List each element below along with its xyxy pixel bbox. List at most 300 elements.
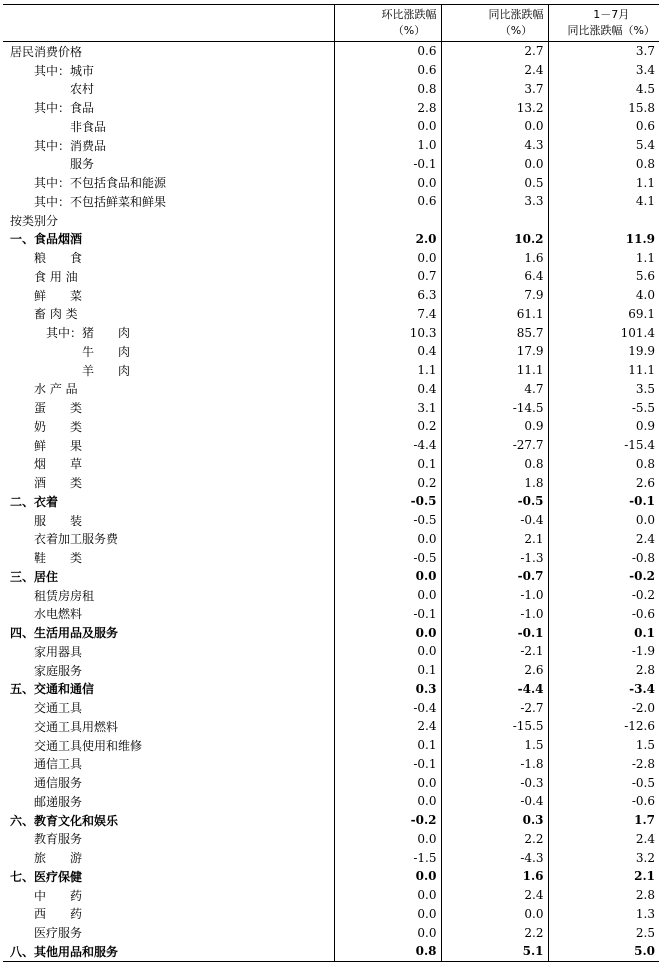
table-row [3, 923, 659, 942]
row-label [3, 698, 334, 717]
cell-mom: 6.3 [334, 286, 441, 305]
cell-mom: -4.4 [334, 436, 441, 455]
row-label [3, 211, 334, 230]
cell-ytd: 4.1 [548, 192, 659, 211]
table-row [3, 342, 659, 361]
cell-ytd: 5.0 [548, 942, 659, 961]
row-label-text: 六、教育文化和娱乐 [10, 813, 119, 828]
cell-yoy: 0.0 [441, 905, 548, 924]
row-label-text: 非食品 [70, 119, 107, 134]
row-label [3, 623, 334, 642]
table-row [3, 717, 659, 736]
row-label [3, 605, 334, 624]
row-label-text: 医疗服务 [34, 926, 83, 941]
table-row [3, 661, 659, 680]
cell-mom: 3.1 [334, 398, 441, 417]
row-label-text: 交通工具使用和维修 [34, 738, 143, 753]
cell-mom: 0.1 [334, 736, 441, 755]
cell-yoy: -1.3 [441, 548, 548, 567]
row-label [3, 136, 334, 155]
row-label [3, 755, 334, 774]
cell-yoy: 2.6 [441, 661, 548, 680]
table-row [3, 830, 659, 849]
cell-mom: -0.5 [334, 511, 441, 530]
header-ytd-line2: 同比涨跌幅（%） [567, 24, 655, 37]
cell-yoy: 3.3 [441, 192, 548, 211]
cell-mom: 0.0 [334, 567, 441, 586]
cell-yoy: -0.1 [441, 623, 548, 642]
row-label [3, 248, 334, 267]
row-label [3, 942, 334, 961]
row-label-text: 七、医疗保健 [10, 869, 83, 884]
table-row [3, 773, 659, 792]
row-label-text: 其中：不包括鲜菜和鲜果 [34, 194, 167, 209]
row-label-text: 通信工具 [34, 757, 83, 772]
cell-mom: 0.3 [334, 680, 441, 699]
cell-yoy: -4.3 [441, 848, 548, 867]
cell-mom: 0.0 [334, 248, 441, 267]
cell-mom: 0.6 [334, 61, 441, 80]
header-ytd-text [568, 7, 655, 39]
row-label-text: 中 药 [34, 888, 83, 903]
cell-ytd: -12.6 [548, 717, 659, 736]
cell-ytd: 15.8 [548, 98, 659, 117]
cell-ytd: 1.7 [548, 811, 659, 830]
row-label [3, 305, 334, 324]
table-row [3, 417, 659, 436]
table-row [3, 436, 659, 455]
cell-yoy: 1.5 [441, 736, 548, 755]
header-mom-line2: （%） [392, 24, 426, 37]
row-label-text: 三、居住 [10, 569, 59, 584]
cell-mom: 0.2 [334, 473, 441, 492]
cell-ytd: 69.1 [548, 305, 659, 324]
row-label [3, 830, 334, 849]
cell-yoy: -14.5 [441, 398, 548, 417]
table-row [3, 380, 659, 399]
row-label-text: 服务 [70, 157, 95, 172]
row-label [3, 642, 334, 661]
row-label-text: 交通工具 [34, 701, 83, 716]
cell-mom: 0.0 [334, 773, 441, 792]
cell-yoy: 85.7 [441, 323, 548, 342]
row-label-text: 居民消费价格 [10, 44, 83, 59]
table-row [3, 492, 659, 511]
cell-mom: 2.8 [334, 98, 441, 117]
header-ytd-line1: 1－7月 [593, 8, 630, 21]
row-label [3, 905, 334, 924]
header-mom [334, 5, 441, 42]
cell-yoy: -4.4 [441, 680, 548, 699]
row-label [3, 192, 334, 211]
cell-ytd: -0.5 [548, 773, 659, 792]
row-label [3, 548, 334, 567]
row-label-text: 羊 肉 [82, 363, 131, 378]
row-label-text: 教育服务 [34, 832, 83, 847]
cell-ytd: 2.4 [548, 530, 659, 549]
cell-ytd: -2.0 [548, 698, 659, 717]
cell-mom: -0.2 [334, 811, 441, 830]
cell-mom: 0.4 [334, 380, 441, 399]
cell-mom: 10.3 [334, 323, 441, 342]
cell-ytd: -1.9 [548, 642, 659, 661]
cell-ytd: 2.8 [548, 886, 659, 905]
cell-yoy: 0.9 [441, 417, 548, 436]
row-label [3, 773, 334, 792]
row-label [3, 361, 334, 380]
cell-ytd: 11.9 [548, 230, 659, 249]
table-row [3, 398, 659, 417]
cell-mom: -0.1 [334, 155, 441, 174]
row-label [3, 117, 334, 136]
row-label-text: 租赁房房租 [34, 588, 95, 603]
cell-mom: 0.0 [334, 830, 441, 849]
header-yoy [441, 5, 548, 42]
cell-mom: 7.4 [334, 305, 441, 324]
row-label-text: 旅 游 [34, 851, 83, 866]
row-label [3, 886, 334, 905]
header-blank-cell [3, 5, 334, 42]
cell-mom: 0.1 [334, 455, 441, 474]
row-label-text: 五、交通和通信 [10, 682, 95, 697]
table-row [3, 61, 659, 80]
row-label-text: 一、食品烟酒 [10, 232, 83, 247]
cell-ytd: 1.1 [548, 173, 659, 192]
row-label-text: 其中：食品 [34, 101, 95, 116]
cell-yoy: 0.0 [441, 155, 548, 174]
cell-mom: 0.4 [334, 342, 441, 361]
cell-yoy: 0.0 [441, 117, 548, 136]
cell-mom: 2.0 [334, 230, 441, 249]
cell-ytd: 11.1 [548, 361, 659, 380]
table-row [3, 755, 659, 774]
cell-mom: 0.0 [334, 905, 441, 924]
cell-mom: 0.6 [334, 192, 441, 211]
cell-yoy: -15.5 [441, 717, 548, 736]
table-row [3, 286, 659, 305]
row-label-text: 西 药 [34, 907, 83, 922]
row-label [3, 267, 334, 286]
cell-mom: 0.0 [334, 530, 441, 549]
table-row [3, 42, 659, 61]
cell-mom: 2.4 [334, 717, 441, 736]
table-row [3, 117, 659, 136]
row-label-text: 蛋 类 [34, 401, 83, 416]
cell-yoy: 3.7 [441, 80, 548, 99]
cell-ytd: -2.8 [548, 755, 659, 774]
row-label [3, 173, 334, 192]
table-row [3, 867, 659, 886]
cell-mom: 1.0 [334, 136, 441, 155]
row-label-text: 八、其他用品和服务 [10, 944, 119, 959]
cell-ytd: 2.4 [548, 830, 659, 849]
row-label [3, 230, 334, 249]
table-row [3, 211, 659, 230]
table-row [3, 792, 659, 811]
cell-yoy: 2.7 [441, 42, 548, 61]
header-ytd [548, 5, 659, 42]
cell-yoy: 13.2 [441, 98, 548, 117]
cell-mom: 0.0 [334, 923, 441, 942]
cell-ytd: -15.4 [548, 436, 659, 455]
table-row [3, 811, 659, 830]
table-row [3, 305, 659, 324]
table-row [3, 698, 659, 717]
cell-mom: 0.8 [334, 942, 441, 961]
row-label [3, 867, 334, 886]
header-row [3, 5, 659, 42]
table-row [3, 173, 659, 192]
cell-yoy: 2.2 [441, 830, 548, 849]
cell-yoy: -27.7 [441, 436, 548, 455]
cell-ytd: 1.3 [548, 905, 659, 924]
row-label-text: 其中：城市 [34, 63, 95, 78]
cell-mom: -1.5 [334, 848, 441, 867]
cell-yoy: 5.1 [441, 942, 548, 961]
cell-yoy: -0.7 [441, 567, 548, 586]
cell-ytd: -0.1 [548, 492, 659, 511]
row-label [3, 455, 334, 474]
cell-mom: 0.8 [334, 80, 441, 99]
cell-mom: -0.1 [334, 605, 441, 624]
cell-yoy: -1.0 [441, 605, 548, 624]
cell-mom: 1.1 [334, 361, 441, 380]
cell-yoy [441, 211, 548, 230]
cell-ytd: 3.5 [548, 380, 659, 399]
table-row [3, 623, 659, 642]
row-label-text: 四、生活用品及服务 [10, 626, 119, 641]
row-label-text: 衣着加工服务费 [34, 532, 119, 547]
row-label [3, 98, 334, 117]
cell-ytd: 5.6 [548, 267, 659, 286]
row-label-text: 二、衣着 [10, 494, 59, 509]
cell-yoy: -1.0 [441, 586, 548, 605]
table-row [3, 530, 659, 549]
table-header [3, 5, 659, 42]
cell-yoy: 1.6 [441, 867, 548, 886]
table-row [3, 586, 659, 605]
row-label [3, 323, 334, 342]
cell-ytd: 0.6 [548, 117, 659, 136]
cell-ytd: -0.2 [548, 567, 659, 586]
cell-mom [334, 211, 441, 230]
cell-yoy: 61.1 [441, 305, 548, 324]
table-row [3, 192, 659, 211]
table-row [3, 455, 659, 474]
cell-ytd: -5.5 [548, 398, 659, 417]
cell-mom: 0.0 [334, 623, 441, 642]
row-label [3, 586, 334, 605]
table-row [3, 642, 659, 661]
cell-ytd: 0.8 [548, 455, 659, 474]
row-label [3, 342, 334, 361]
row-label-text: 其中：猪 肉 [46, 326, 131, 341]
row-label-text: 鲜 菜 [34, 288, 83, 303]
cell-yoy: -0.5 [441, 492, 548, 511]
row-label-text: 水 产 品 [34, 382, 78, 397]
cell-yoy: -0.4 [441, 511, 548, 530]
cell-yoy: 11.1 [441, 361, 548, 380]
row-label [3, 567, 334, 586]
cell-yoy: -0.4 [441, 792, 548, 811]
row-label-text: 邮递服务 [34, 794, 83, 809]
cell-yoy: -2.7 [441, 698, 548, 717]
row-label-text: 烟 草 [34, 457, 83, 472]
cell-mom: 0.0 [334, 117, 441, 136]
table-row [3, 511, 659, 530]
row-label [3, 380, 334, 399]
cell-yoy: -2.1 [441, 642, 548, 661]
cell-mom: 0.0 [334, 886, 441, 905]
row-label [3, 80, 334, 99]
table-row [3, 473, 659, 492]
cell-yoy: 7.9 [441, 286, 548, 305]
table-body [3, 42, 659, 962]
row-label-text: 通信服务 [34, 776, 83, 791]
header-yoy-text [489, 7, 544, 39]
cell-ytd: -0.8 [548, 548, 659, 567]
cell-yoy: 2.2 [441, 923, 548, 942]
cell-ytd [548, 211, 659, 230]
row-label [3, 811, 334, 830]
cell-yoy: 0.5 [441, 173, 548, 192]
cell-mom: 0.2 [334, 417, 441, 436]
cell-ytd: 0.0 [548, 511, 659, 530]
row-label-text: 其中：消费品 [34, 138, 107, 153]
row-label-text: 按类别分 [10, 213, 59, 228]
row-label-text: 家用器具 [34, 644, 83, 659]
row-label [3, 717, 334, 736]
cell-mom: 0.0 [334, 586, 441, 605]
table-row [3, 155, 659, 174]
row-label [3, 155, 334, 174]
cell-ytd: 3.7 [548, 42, 659, 61]
table-row [3, 886, 659, 905]
row-label-text: 奶 类 [34, 419, 83, 434]
cell-mom: -0.5 [334, 548, 441, 567]
cell-ytd: 1.1 [548, 248, 659, 267]
table-row [3, 942, 659, 961]
cell-mom: 0.0 [334, 173, 441, 192]
row-label [3, 530, 334, 549]
row-label-text: 粮 食 [34, 251, 83, 266]
row-label [3, 792, 334, 811]
header-mom-text [382, 7, 437, 39]
table-row [3, 361, 659, 380]
table-row [3, 267, 659, 286]
cell-ytd: 19.9 [548, 342, 659, 361]
cell-mom: -0.1 [334, 755, 441, 774]
cell-ytd: -0.6 [548, 792, 659, 811]
row-label-text: 水电燃料 [34, 607, 83, 622]
table-row [3, 567, 659, 586]
cell-ytd: 2.1 [548, 867, 659, 886]
cell-ytd: 4.5 [548, 80, 659, 99]
row-label [3, 680, 334, 699]
row-label-text: 鲜 果 [34, 438, 83, 453]
row-label [3, 398, 334, 417]
cell-yoy: 0.8 [441, 455, 548, 474]
cell-mom: 0.1 [334, 661, 441, 680]
cell-ytd: 2.6 [548, 473, 659, 492]
cell-yoy: -0.3 [441, 773, 548, 792]
row-label [3, 42, 334, 61]
cell-ytd: 2.8 [548, 661, 659, 680]
cell-mom: 0.6 [334, 42, 441, 61]
row-label [3, 436, 334, 455]
cell-ytd: 101.4 [548, 323, 659, 342]
cell-yoy: 4.3 [441, 136, 548, 155]
cell-ytd: 2.5 [548, 923, 659, 942]
cell-mom: -0.4 [334, 698, 441, 717]
cell-ytd: 5.4 [548, 136, 659, 155]
cell-mom: -0.5 [334, 492, 441, 511]
row-label-text: 畜 肉 类 [34, 307, 78, 322]
row-label [3, 736, 334, 755]
row-label [3, 923, 334, 942]
row-label [3, 417, 334, 436]
table-row [3, 548, 659, 567]
header-yoy-line2: （%） [499, 24, 533, 37]
row-label-text: 鞋 类 [34, 551, 83, 566]
table-row [3, 736, 659, 755]
table-row [3, 905, 659, 924]
cell-ytd: 0.1 [548, 623, 659, 642]
table-row [3, 680, 659, 699]
cell-yoy: 2.4 [441, 61, 548, 80]
cell-ytd: 1.5 [548, 736, 659, 755]
cell-mom: 0.0 [334, 642, 441, 661]
row-label-text: 食 用 油 [34, 269, 78, 284]
cell-ytd: -0.2 [548, 586, 659, 605]
cell-yoy: -1.8 [441, 755, 548, 774]
row-label-text: 酒 类 [34, 476, 83, 491]
cell-yoy: 6.4 [441, 267, 548, 286]
row-label-text: 服 装 [34, 513, 83, 528]
table-row [3, 230, 659, 249]
row-label [3, 848, 334, 867]
cell-mom: 0.0 [334, 792, 441, 811]
table-row [3, 848, 659, 867]
row-label [3, 286, 334, 305]
row-label-text: 家庭服务 [34, 663, 83, 678]
table-row [3, 323, 659, 342]
cell-ytd: 4.0 [548, 286, 659, 305]
cell-yoy: 17.9 [441, 342, 548, 361]
table-row [3, 605, 659, 624]
cell-mom: 0.0 [334, 867, 441, 886]
cell-yoy: 10.2 [441, 230, 548, 249]
cell-ytd: 0.8 [548, 155, 659, 174]
cell-mom: 0.7 [334, 267, 441, 286]
cell-ytd: 3.4 [548, 61, 659, 80]
header-mom-line1: 环比涨跌幅 [381, 8, 437, 21]
table-row [3, 98, 659, 117]
row-label-text: 牛 肉 [82, 344, 131, 359]
table-row [3, 248, 659, 267]
row-label [3, 61, 334, 80]
row-label-text: 其中：不包括食品和能源 [34, 176, 167, 191]
cell-yoy: 2.1 [441, 530, 548, 549]
row-label [3, 661, 334, 680]
table-row [3, 80, 659, 99]
cell-yoy: 0.3 [441, 811, 548, 830]
cell-yoy: 2.4 [441, 886, 548, 905]
row-label [3, 473, 334, 492]
row-label [3, 511, 334, 530]
header-yoy-line1: 同比涨跌幅 [488, 8, 544, 21]
cell-yoy: 1.8 [441, 473, 548, 492]
